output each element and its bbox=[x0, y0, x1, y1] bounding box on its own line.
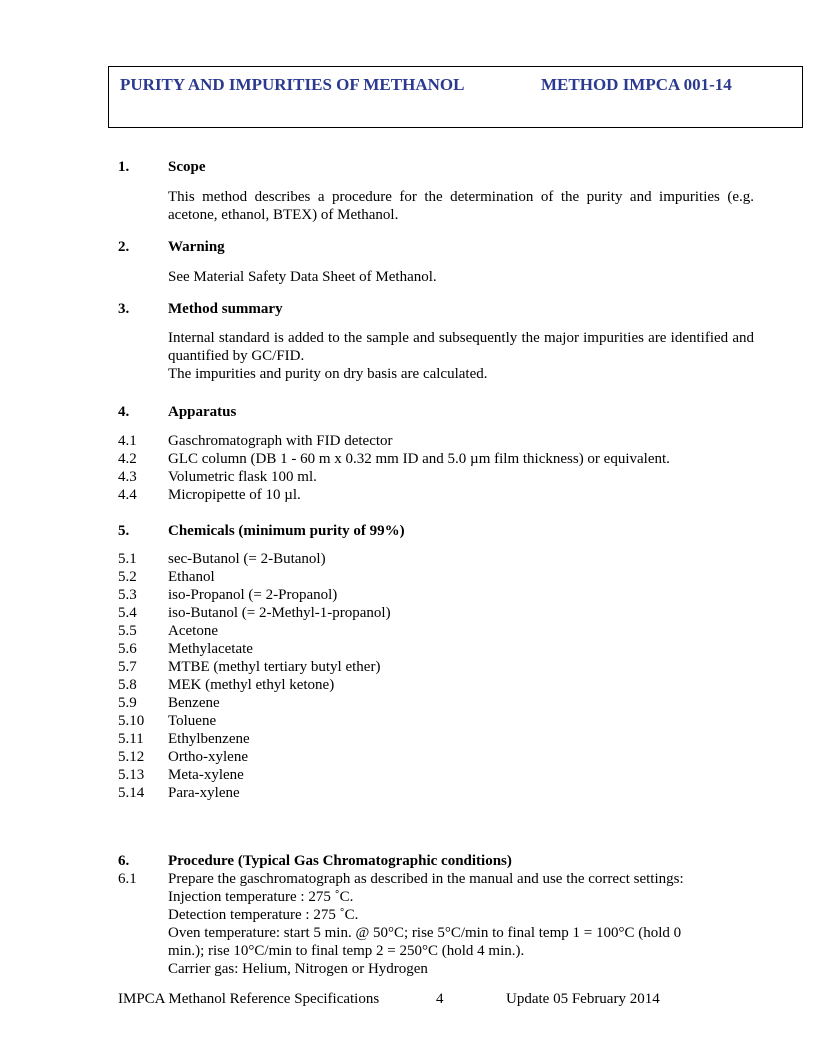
procedure-line: Prepare the gaschromatograph as described in the manual and use the correct settings: bbox=[168, 871, 684, 887]
warning-text: See Material Safety Data Sheet of Methanol. bbox=[168, 269, 437, 285]
method-code: METHOD IMPCA 001-14 bbox=[541, 75, 732, 94]
procedure-line: Carrier gas: Helium, Nitrogen or Hydrogen bbox=[168, 961, 428, 977]
footer-update-date: Update 05 February 2014 bbox=[506, 991, 660, 1007]
procedure-line: Oven temperature: start 5 min. @ 50°C; rise 5°C/min to final temp 1 = 100°C (hold 0 bbox=[168, 925, 682, 941]
procedure-line: Injection temperature : 275 ˚C. bbox=[168, 889, 354, 905]
section-title: Procedure (Typical Gas Chromatographic conditions) bbox=[168, 853, 512, 869]
section-number: 4. bbox=[118, 404, 130, 420]
summary-text-2: The impurities and purity on dry basis are calculated. bbox=[168, 366, 488, 382]
header-box bbox=[108, 66, 803, 128]
section-title: Chemicals (minimum purity of 99%) bbox=[168, 523, 405, 539]
section-title: Method summary bbox=[168, 301, 283, 317]
procedure-line: Detection temperature : 275 ˚C. bbox=[168, 907, 359, 923]
section-number: 5. bbox=[118, 523, 130, 539]
section-title: Scope bbox=[168, 159, 206, 175]
summary-text: Internal standard is added to the sample and subsequently the major impurities are identified and quantified by GC/FID. bbox=[168, 330, 754, 364]
section-number: 3. bbox=[118, 301, 130, 317]
section-title: Warning bbox=[168, 239, 225, 255]
section-number: 6. bbox=[118, 853, 130, 869]
footer-document-name: IMPCA Methanol Reference Specifications bbox=[118, 991, 380, 1007]
document-title: PURITY AND IMPURITIES OF METHANOL bbox=[120, 75, 465, 94]
section-title: Apparatus bbox=[168, 404, 237, 420]
section-number: 2. bbox=[118, 239, 130, 255]
procedure-line: min.); rise 10°C/min to final temp 2 = 250°C (hold 4 min.). bbox=[168, 943, 525, 959]
page-number: 4 bbox=[436, 991, 444, 1007]
section-number: 1. bbox=[118, 159, 130, 175]
scope-text: This method describes a procedure for the determination of the purity and impurities (e.g. acetone, ethanol, BTEX) of Methanol. bbox=[168, 189, 754, 223]
